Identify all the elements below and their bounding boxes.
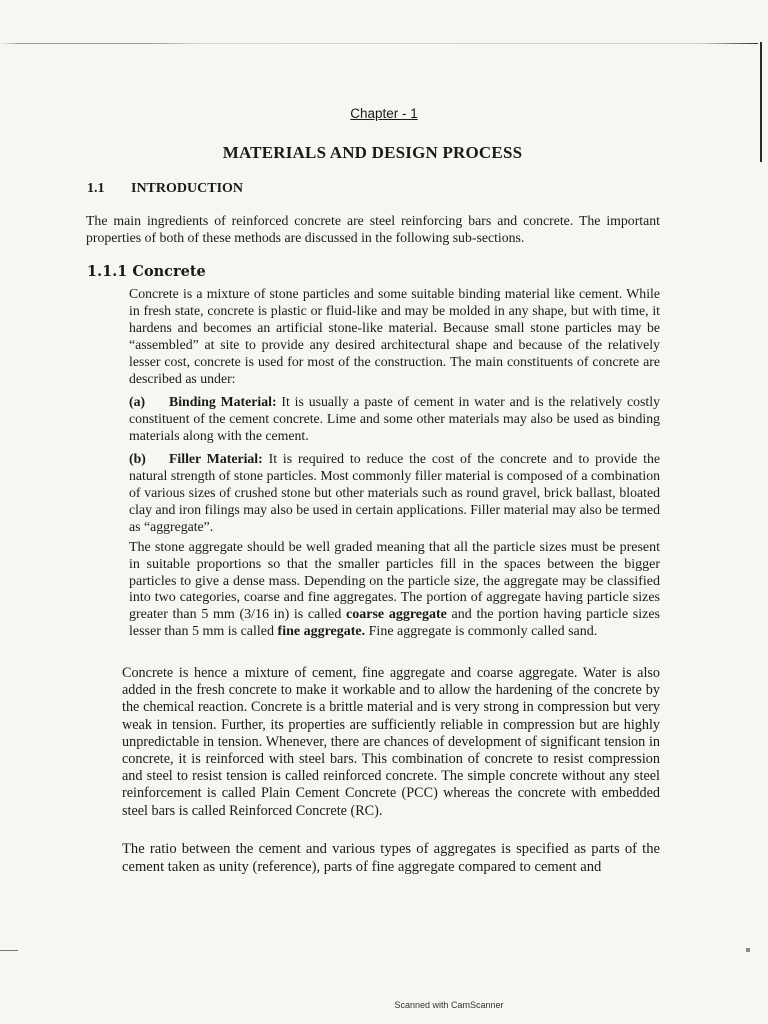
aggregate-text-2: and the portion having particle sizes lesser than 5 mm is called (129, 607, 660, 639)
scan-mark-right (746, 948, 750, 952)
concrete-paragraph: Concrete is a mixture of stone particles and some suitable binding material like cement. While in fresh state, concrete is plastic or fluid-like and may be molded in any shape, but with time, it hardens and becomes an artificial stone-like material. Because small stone particles may be “assembled” at site to provide any desired architectural shape and because of the relatively lesser cost, concrete is used for most of the construction. The main constituents of concrete are described as under: (129, 286, 660, 386)
ratio-paragraph: The ratio between the cement and various types of aggregates is specified as parts of the cement taken as unity (reference), parts of fine aggregate compared to cement and (122, 841, 660, 875)
aggregate-paragraph (129, 540, 660, 641)
scan-edge-right (760, 42, 762, 162)
binding-material-text: It is usually a paste of cement in water and is the relatively costly constituent of the cement concrete. Lime and some other materials may also be used as binding materials along with the cement. (129, 394, 660, 443)
scanner-watermark: Scanned with CamScanner (394, 1000, 504, 1010)
item-marker-a: (a) (129, 394, 146, 409)
aggregate-text-3: Fine aggregate is commonly called sand. (365, 623, 598, 639)
subsection-title: 1.1.1 Concrete (87, 263, 206, 280)
aggregate-text-1: The stone aggregate should be well graded meaning that all the particle sizes must be present in suitable proportions so that the smaller particles fill in the spaces between the bigger particles to give a dense mass. Depending on the particle size, the aggregate may be classified into two categories, coarse and fine aggregates. The portion of aggregate having particle sizes greater than 5 mm (3/16 in) is called (129, 540, 660, 623)
filler-material-text: It is required to reduce the cost of the concrete and to provide the natural strength of stone particles. Most commonly filler material is composed of a combination of various sizes of crushed stone but other materials such as round gravel, brick ballast, bloated clay and iron filings may also be used in certain applications. Filler material may also be termed as “aggregate”. (129, 451, 660, 534)
scan-edge-line (0, 43, 758, 44)
filler-material-label: Filler Material: (169, 451, 263, 466)
mixture-paragraph: Concrete is hence a mixture of cement, fine aggregate and coarse aggregate. Water is also added in the fresh concrete to make it workable and to allow the hardening of the concrete by the chemical reaction. Concrete is a brittle material and is very strong in compression but very weak in tension. Further, its properties are sufficiently reliable in compression but are highly unpredictable in tension. Whenever, there are chances of development of significant tension in concrete, it is reinforced with steel bars. This combination of concrete to resist compression and steel to resist tension is called reinforced concrete. The simple concrete without any steel reinforcement is called Plain Cement Concrete (PCC) whereas the concrete with embedded steel bars is called Reinforced Concrete (RC). (122, 665, 660, 819)
coarse-aggregate-term: coarse aggregate (346, 607, 447, 623)
filler-material-item (129, 450, 660, 535)
section-title: INTRODUCTION (131, 181, 244, 196)
intro-paragraph: The main ingredients of reinforced concrete are steel reinforcing bars and concrete. The important properties of both of these methods are discussed in the following sub-sections. (86, 213, 660, 245)
chapter-heading: Chapter - 1 (350, 106, 418, 121)
binding-material-label: Binding Material: (169, 394, 277, 409)
page-title: MATERIALS AND DESIGN PROCESS (222, 143, 523, 162)
section-number: 1.1 (87, 181, 105, 196)
binding-material-item (129, 393, 660, 444)
item-marker-b: (b) (129, 451, 146, 466)
fine-aggregate-term: fine aggregate. (277, 623, 366, 639)
scan-mark-left (0, 950, 18, 951)
